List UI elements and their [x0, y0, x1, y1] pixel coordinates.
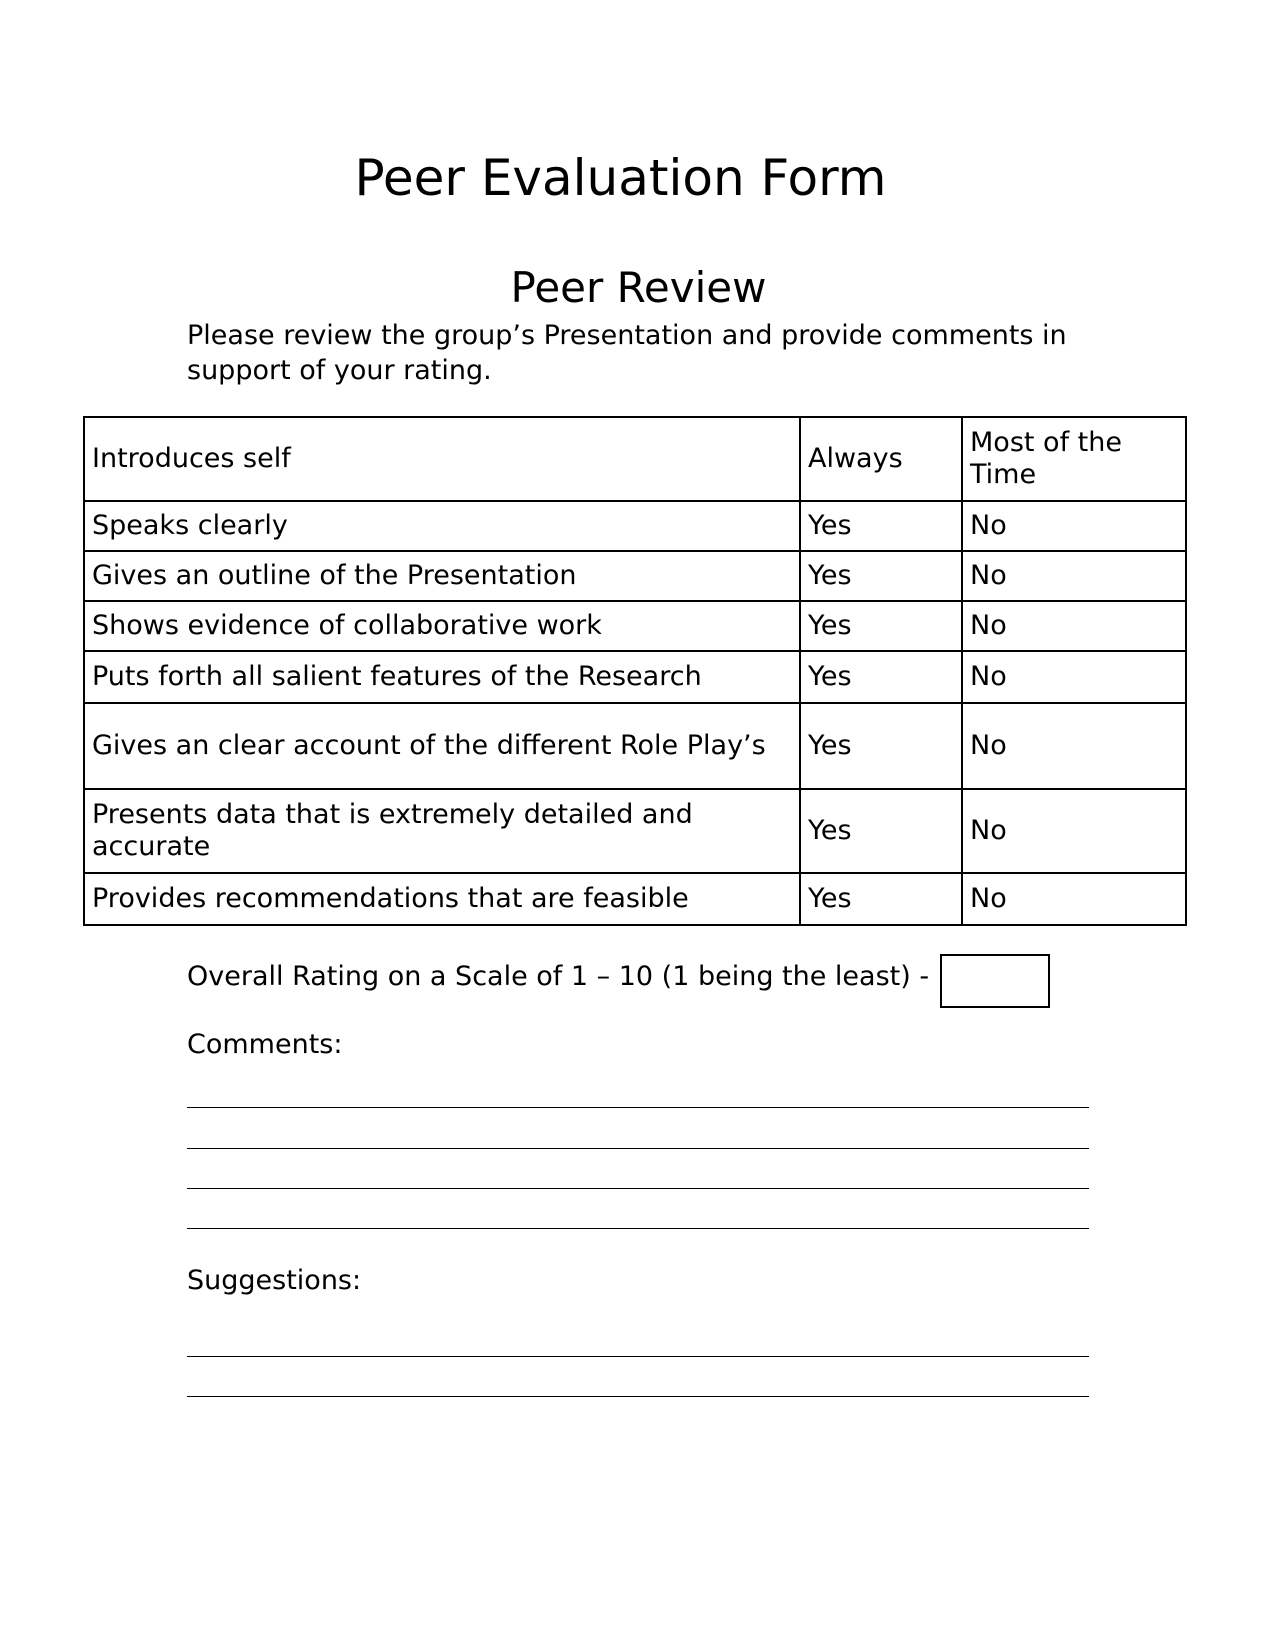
- table-row: [84, 651, 1186, 703]
- table-row: [84, 789, 1186, 873]
- suggestions-label: Suggestions:: [187, 1265, 362, 1296]
- table-cell-no[interactable]: No: [962, 501, 1186, 551]
- section-title: Peer Review: [510, 263, 767, 312]
- table-cell-yes[interactable]: Yes: [800, 651, 962, 703]
- suggestion-line[interactable]: [187, 1356, 1089, 1357]
- table-cell-yes[interactable]: Yes: [800, 501, 962, 551]
- table-row: [84, 703, 1186, 789]
- comment-line[interactable]: [187, 1148, 1089, 1149]
- table-header-row: [84, 417, 1186, 501]
- table-cell-yes[interactable]: Yes: [800, 789, 962, 873]
- table-cell-most-of-the-time: Most of the Time: [962, 417, 1186, 501]
- comment-line[interactable]: [187, 1228, 1089, 1229]
- table-cell-no[interactable]: No: [962, 789, 1186, 873]
- table-cell-criterion: Presents data that is extremely detailed and accurate: [84, 789, 800, 873]
- overall-rating-label: Overall Rating on a Scale of 1 – 10 (1 being the least) -: [187, 961, 930, 992]
- comments-label: Comments:: [187, 1029, 343, 1060]
- table-row: [84, 873, 1186, 925]
- table-cell-criterion: Shows evidence of collaborative work: [84, 601, 800, 651]
- table-cell-criterion: Gives an outline of the Presentation: [84, 551, 800, 601]
- table-row: [84, 501, 1186, 551]
- table-cell-no[interactable]: No: [962, 703, 1186, 789]
- table-cell-no[interactable]: No: [962, 551, 1186, 601]
- table-cell-no[interactable]: No: [962, 873, 1186, 925]
- table-cell-always: Always: [800, 417, 962, 501]
- table-cell-yes[interactable]: Yes: [800, 703, 962, 789]
- table-cell-criterion: Puts forth all salient features of the Research: [84, 651, 800, 703]
- overall-rating-input[interactable]: [940, 954, 1050, 1008]
- table-cell-no[interactable]: No: [962, 601, 1186, 651]
- table-row: [84, 551, 1186, 601]
- comment-line[interactable]: [187, 1107, 1089, 1108]
- table-cell-criterion: Speaks clearly: [84, 501, 800, 551]
- suggestion-line[interactable]: [187, 1396, 1089, 1397]
- table-row: [84, 601, 1186, 651]
- table-cell-no[interactable]: No: [962, 651, 1186, 703]
- table-cell-criterion: Provides recommendations that are feasible: [84, 873, 800, 925]
- table-cell-yes[interactable]: Yes: [800, 873, 962, 925]
- comment-line[interactable]: [187, 1188, 1089, 1189]
- instructions-text: Please review the group’s Presentation and provide comments in support of your rating.: [187, 320, 1067, 386]
- form-title: Peer Evaluation Form: [354, 149, 887, 207]
- evaluation-table: [83, 416, 1187, 926]
- table-cell-yes[interactable]: Yes: [800, 601, 962, 651]
- table-cell-criterion: Gives an clear account of the different Role Play’s: [84, 703, 800, 789]
- table-cell-criterion: Introduces self: [84, 417, 800, 501]
- table-cell-yes[interactable]: Yes: [800, 551, 962, 601]
